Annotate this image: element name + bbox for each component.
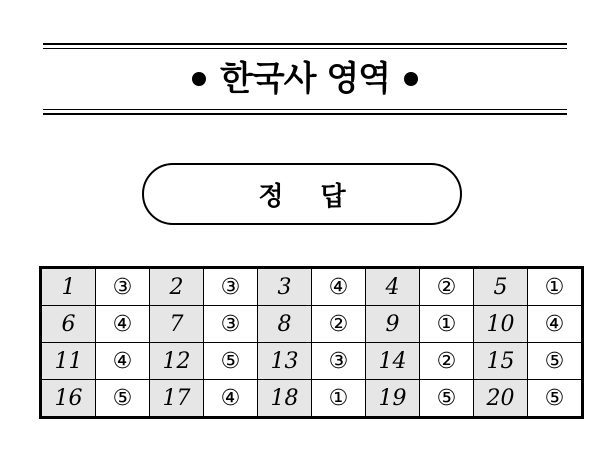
answer-choice: ⑤	[528, 343, 583, 380]
title-bar	[43, 50, 567, 108]
answer-choice: ④	[96, 343, 150, 380]
question-number: 11	[41, 343, 96, 380]
question-number: 10	[474, 306, 528, 343]
question-number: 3	[258, 268, 312, 306]
question-number: 12	[150, 343, 204, 380]
answer-heading: 정 답	[142, 163, 462, 225]
answer-choice: ④	[204, 380, 258, 418]
answer-choice: ③	[96, 268, 150, 306]
answer-choice: ⑤	[96, 380, 150, 418]
answer-choice: ①	[312, 380, 366, 418]
question-number: 16	[41, 380, 96, 418]
answer-choice: ③	[204, 306, 258, 343]
question-number: 20	[474, 380, 528, 418]
top-rule-outer	[43, 43, 567, 45]
question-number: 18	[258, 380, 312, 418]
question-number: 5	[474, 268, 528, 306]
question-number: 9	[366, 306, 420, 343]
question-number: 17	[150, 380, 204, 418]
page-title: 한국사 영역	[219, 59, 391, 99]
question-number: 7	[150, 306, 204, 343]
answer-choice: ④	[528, 306, 583, 343]
answer-choice: ⑤	[420, 380, 474, 418]
question-number: 4	[366, 268, 420, 306]
answer-choice: ⑤	[204, 343, 258, 380]
answer-table	[39, 266, 584, 419]
question-number: 13	[258, 343, 312, 380]
answer-choice: ②	[312, 306, 366, 343]
question-number: 14	[366, 343, 420, 380]
bottom-rule-outer	[43, 113, 567, 115]
bullet-icon-left	[192, 72, 206, 86]
answer-choice: ④	[96, 306, 150, 343]
answer-choice: ④	[312, 268, 366, 306]
answer-choice: ①	[420, 306, 474, 343]
answer-choice: ⑤	[528, 380, 583, 418]
answer-choice: ②	[420, 343, 474, 380]
answer-choice: ②	[420, 268, 474, 306]
table-row	[41, 380, 583, 418]
question-number: 19	[366, 380, 420, 418]
bullet-icon-right	[404, 72, 418, 86]
question-number: 2	[150, 268, 204, 306]
answer-choice: ③	[204, 268, 258, 306]
answer-choice: ①	[528, 268, 583, 306]
table-row	[41, 268, 583, 306]
bottom-rule-inner	[43, 109, 567, 110]
question-number: 8	[258, 306, 312, 343]
answer-choice: ③	[312, 343, 366, 380]
table-row	[41, 343, 583, 380]
table-row	[41, 306, 583, 343]
question-number: 1	[41, 268, 96, 306]
top-rule-inner	[43, 48, 567, 49]
question-number: 15	[474, 343, 528, 380]
question-number: 6	[41, 306, 96, 343]
